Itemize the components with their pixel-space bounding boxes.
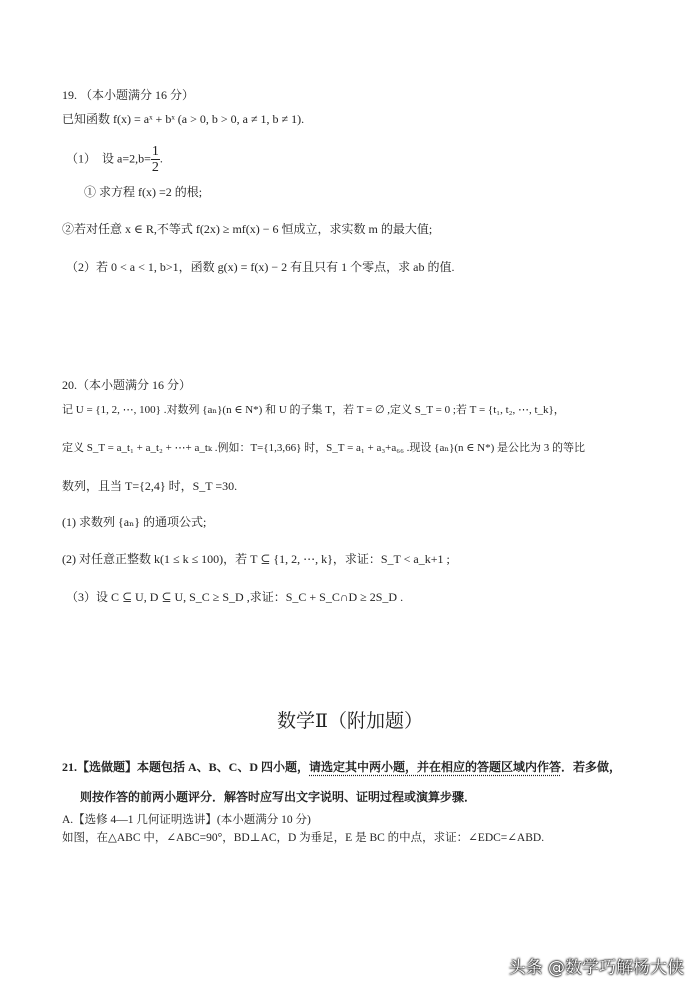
q20-part3: （3）设 C ⊆ U, D ⊆ U, S_C ≥ S_D ,求证：S_C + S_C∩D ≥ 2S_D . — [66, 590, 404, 604]
q19-stem: 已知函数 f(x) = aˣ + bˣ (a > 0, b > 0, a ≠ 1, b ≠ 1). — [62, 112, 305, 126]
q20-part1: (1) 求数列 {aₙ} 的通项公式; — [62, 515, 207, 529]
section-title: 数学Ⅱ（附加题） — [277, 711, 423, 732]
fraction-denominator: 2 — [151, 160, 159, 176]
q21-line2: 则按作答的前两小题评分．解答时应写出文字说明、证明过程或演算步骤． — [80, 790, 477, 804]
q19-part1-i: ① 求方程 f(x) =2 的根; — [84, 185, 203, 199]
q21a-header: A.【选修 4—1 几何证明选讲】(本小题满分 10 分) — [62, 814, 311, 826]
q20-line1: 记 U = {1, 2, ⋯, 100} .对数列 {aₙ}(n ∈ N*) 和 U 的子集 T，若 T = ∅ ,定义 S_T = 0 ;若 T = {t₁, t₂, ⋯, t_k}， — [62, 404, 565, 416]
q21-line1-c: ．若多做， — [561, 760, 622, 774]
fraction-one-half — [151, 144, 160, 176]
q19-header: 19. （本小题满分 16 分） — [62, 88, 195, 102]
watermark: 头条 @数学巧解杨大侠 — [508, 958, 684, 978]
q21a-text: 如图，在△ABC 中，∠ABC=90°，BD⊥AC，D 为垂足，E 是 BC 的中点，求证：∠EDC=∠ABD. — [62, 832, 545, 844]
q20-part2: (2) 对任意正整数 k(1 ≤ k ≤ 100)，若 T ⊆ {1, 2, ⋯, k}，求证：S_T < a_k+1 ; — [62, 552, 450, 566]
q19-part1 — [66, 144, 163, 176]
q19-part1-ii: ②若对任意 x ∈ R,不等式 f(2x) ≥ mf(x) − 6 恒成立，求实数 m 的最大值; — [62, 222, 433, 236]
fraction-numerator: 1 — [151, 144, 159, 159]
q21-line1 — [62, 760, 621, 774]
q20-line2: 定义 S_T = a_t₁ + a_t₂ + ⋯+ a_tₖ .例如：T={1,3,66} 时，S_T = a₁ + a₃+a₆₆ .现设 {aₙ}(n ∈ N*) 是公比为 3 的等比 — [62, 442, 586, 454]
q21-emphasis: 请选定其中两小题，并在相应的答题区域内作答 — [309, 760, 562, 774]
q20-header: 20.（本小题满分 16 分） — [62, 378, 192, 392]
q20-line3: 数列，且当 T={2,4} 时，S_T =30. — [62, 479, 238, 493]
q19-part2: （2）若 0 < a < 1, b>1，函数 g(x) = f(x) − 2 有且只有 1 个零点，求 ab 的值. — [66, 260, 455, 274]
q19-part1-suffix: . — [159, 151, 163, 166]
q21-line1-a: 21.【选做题】本题包括 A、B、C、D 四小题， — [62, 760, 310, 774]
q19-part1-prefix: （1） 设 a=2,b= — [66, 151, 151, 166]
